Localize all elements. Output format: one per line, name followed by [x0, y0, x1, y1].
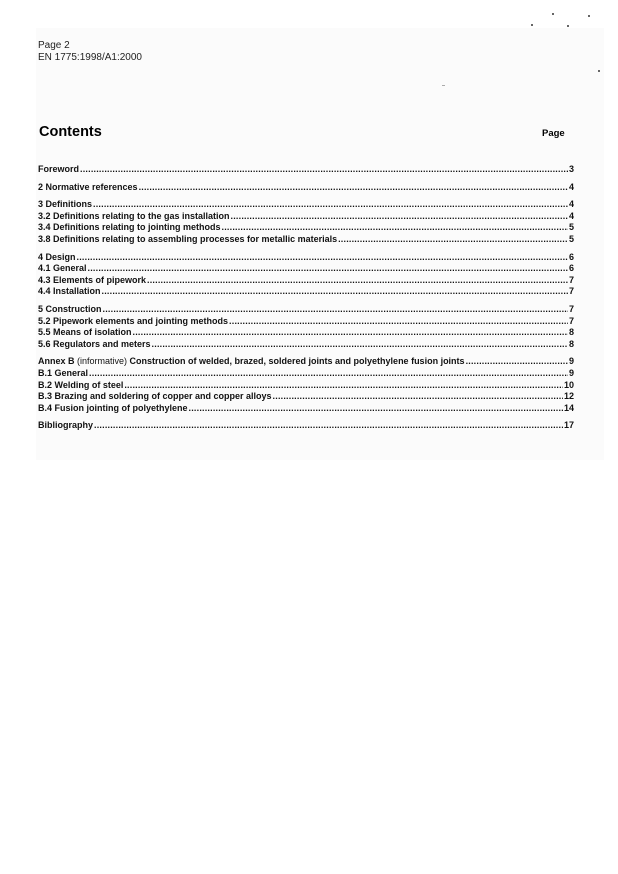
- toc-entry-label: [38, 391, 272, 403]
- toc-page-number: 5: [568, 222, 574, 233]
- toc-entry-label: [38, 304, 102, 316]
- toc-entry-title: B.3 Brazing and soldering of copper and copper alloys: [38, 391, 272, 402]
- toc-dot-leader: [89, 368, 568, 380]
- toc-dot-leader: [273, 391, 563, 403]
- toc-entry-title: 5 Construction: [38, 303, 102, 314]
- toc-dot-leader: [103, 304, 568, 316]
- toc-entry-label: [38, 327, 132, 339]
- toc-dot-leader: [88, 263, 568, 275]
- toc-entry-title: 3.8 Definitions relating to assembling processes for metallic materials: [38, 233, 338, 244]
- toc-entry[interactable]: [38, 316, 574, 328]
- toc-page-number: 7: [568, 274, 574, 285]
- toc-entry-label: [38, 403, 188, 415]
- toc-entry[interactable]: [38, 234, 574, 246]
- toc-entry-label: [38, 275, 146, 287]
- toc-page-number: 7: [568, 286, 574, 297]
- toc-dot-leader: [229, 316, 568, 328]
- toc-entry-annex-note: (informative): [74, 356, 130, 367]
- toc-entry-label: [38, 164, 79, 176]
- toc-entry[interactable]: [38, 211, 574, 223]
- toc-dot-leader: [222, 222, 568, 234]
- toc-entry-label: [38, 286, 101, 298]
- toc-entry-title: B.2 Welding of steel: [38, 379, 124, 390]
- toc-dot-leader: [93, 199, 568, 211]
- toc-entry-label: [38, 234, 337, 246]
- toc-entry[interactable]: [38, 222, 574, 234]
- toc-entry[interactable]: [38, 356, 574, 368]
- toc-entry-title: Annex B: [38, 356, 75, 367]
- table-of-contents: [38, 164, 574, 438]
- toc-dot-leader: [124, 380, 563, 392]
- toc-page-number: 5: [568, 233, 574, 244]
- toc-group: [38, 420, 574, 432]
- toc-entry-label: [38, 380, 123, 392]
- scan-speck: [552, 13, 554, 15]
- toc-entry-label: [38, 211, 230, 223]
- toc-entry-title: 5.2 Pipework elements and jointing methods: [38, 315, 229, 326]
- toc-dot-leader: [231, 211, 568, 223]
- toc-group: [38, 199, 574, 245]
- toc-dot-leader: [189, 403, 563, 415]
- toc-entry-annex-title: Construction of welded, brazed, soldered joints and polyethylene fusion joints: [129, 356, 465, 367]
- toc-entry-label: [38, 182, 138, 194]
- toc-entry[interactable]: [38, 327, 574, 339]
- toc-page-number: 6: [568, 263, 574, 274]
- toc-group: [38, 182, 574, 194]
- contents-heading: Contents: [39, 124, 102, 140]
- page-number-line: Page 2: [38, 40, 70, 51]
- toc-dot-leader: [139, 182, 568, 194]
- scan-speck: [598, 70, 600, 72]
- toc-dot-leader: [338, 234, 568, 246]
- toc-entry-label: [38, 316, 228, 328]
- toc-entry-label: [38, 252, 76, 264]
- toc-entry-title: 4.4 Installation: [38, 286, 101, 297]
- scan-speck: [588, 15, 590, 17]
- toc-entry[interactable]: [38, 199, 574, 211]
- toc-page-number: 4: [568, 181, 574, 192]
- toc-page-number: 8: [568, 327, 574, 338]
- toc-page-number: 9: [568, 367, 574, 378]
- toc-dot-leader: [77, 252, 568, 264]
- toc-entry-title: 4 Design: [38, 251, 76, 262]
- toc-entry[interactable]: [38, 391, 574, 403]
- toc-entry-label: [38, 368, 88, 380]
- toc-page-number: 12: [563, 391, 574, 402]
- toc-entry[interactable]: [38, 380, 574, 392]
- toc-entry-title: B.4 Fusion jointing of polyethylene: [38, 402, 188, 413]
- toc-entry[interactable]: [38, 286, 574, 298]
- toc-page-number: 6: [568, 251, 574, 262]
- toc-entry-title: Foreword: [38, 164, 80, 174]
- toc-entry[interactable]: [38, 368, 574, 380]
- toc-page-number: 17: [563, 420, 574, 431]
- toc-page-number: 14: [563, 402, 574, 413]
- toc-page-number: 7: [568, 315, 574, 326]
- toc-dot-leader: [102, 286, 568, 298]
- toc-entry-label: [38, 420, 93, 432]
- toc-entry[interactable]: [38, 304, 574, 316]
- toc-page-number: 10: [563, 379, 574, 390]
- toc-entry[interactable]: [38, 263, 574, 275]
- toc-entry[interactable]: [38, 252, 574, 264]
- toc-dot-leader: [133, 327, 568, 339]
- toc-group: [38, 304, 574, 350]
- toc-group: [38, 164, 574, 176]
- toc-entry[interactable]: [38, 339, 574, 351]
- toc-dot-leader: [80, 164, 568, 176]
- scan-speck: [442, 85, 445, 86]
- toc-entry-label: [38, 263, 87, 275]
- toc-entry-label: [38, 222, 221, 234]
- toc-group: [38, 252, 574, 298]
- toc-dot-leader: [466, 356, 568, 368]
- toc-entry-label: [38, 199, 92, 211]
- toc-entry[interactable]: [38, 182, 574, 194]
- toc-dot-leader: [152, 339, 568, 351]
- toc-entry[interactable]: [38, 275, 574, 287]
- toc-entry[interactable]: [38, 164, 574, 176]
- toc-page-number: 8: [568, 338, 574, 349]
- page-column-label: Page: [542, 128, 565, 139]
- toc-entry[interactable]: [38, 403, 574, 415]
- toc-page-number: 7: [568, 303, 574, 314]
- toc-entry-title: Bibliography: [38, 420, 94, 431]
- toc-entry-title: 3.2 Definitions relating to the gas installation: [38, 210, 230, 221]
- toc-entry-title: B.1 General: [38, 367, 89, 378]
- toc-entry-title: 4.3 Elements of pipework: [38, 274, 147, 285]
- toc-page-number: 3: [568, 164, 574, 174]
- toc-entry-title: 5.5 Means of isolation: [38, 327, 132, 338]
- toc-dot-leader: [94, 420, 563, 432]
- toc-entry-label: [38, 356, 465, 368]
- standard-reference-line: EN 1775:1998/A1:2000: [38, 52, 142, 63]
- toc-entry-title: 3 Definitions: [38, 199, 93, 210]
- toc-page-number: 9: [568, 356, 574, 367]
- toc-entry-label: [38, 339, 151, 351]
- toc-entry-title: 2 Normative references: [38, 181, 138, 192]
- toc-page-number: 4: [568, 210, 574, 221]
- toc-entry[interactable]: [38, 420, 574, 432]
- toc-page-number: 4: [568, 199, 574, 210]
- toc-entry-title: 3.4 Definitions relating to jointing methods: [38, 222, 221, 233]
- page-header: [38, 40, 142, 64]
- scan-speck: [567, 25, 569, 27]
- toc-dot-leader: [147, 275, 568, 287]
- toc-group: [38, 356, 574, 414]
- toc-entry-title: 4.1 General: [38, 263, 87, 274]
- scan-speck: [531, 24, 533, 26]
- toc-entry-title: 5.6 Regulators and meters: [38, 338, 151, 349]
